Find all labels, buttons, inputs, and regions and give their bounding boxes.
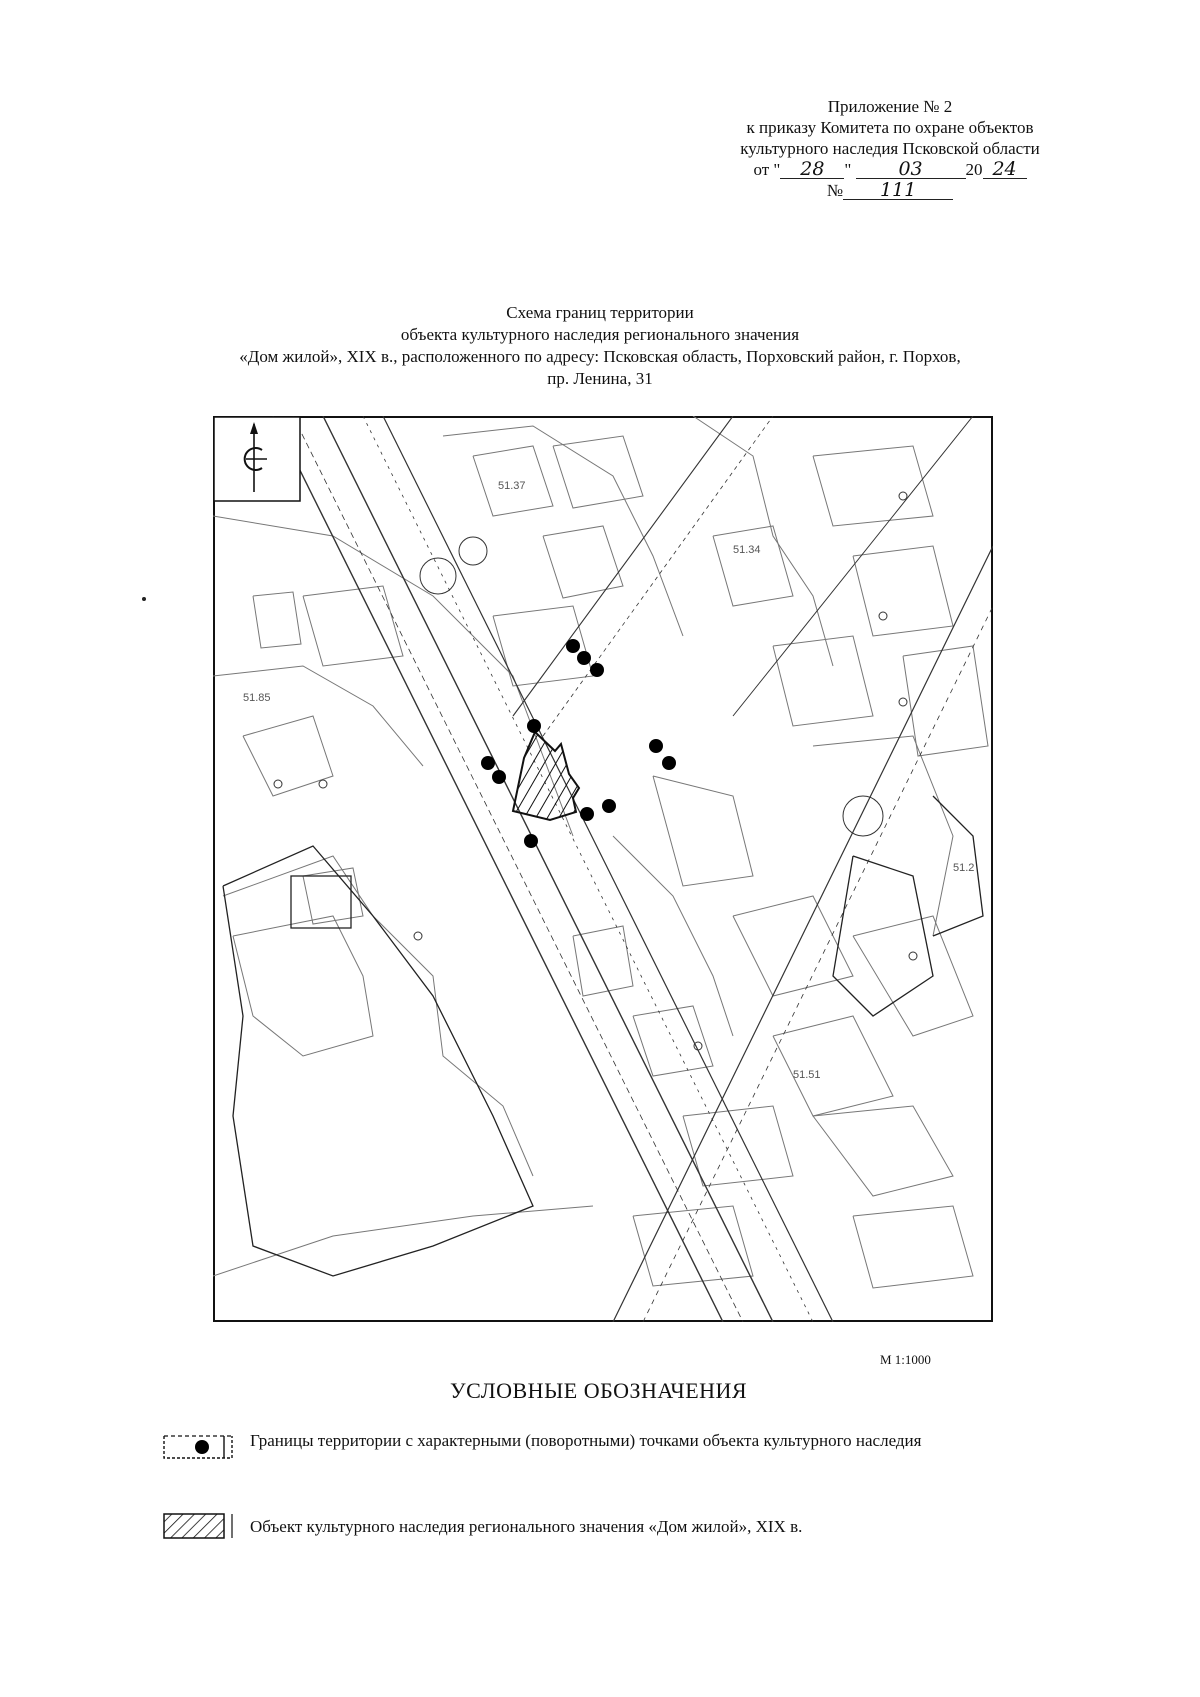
stray-dot bbox=[142, 597, 146, 601]
document-title bbox=[130, 302, 1070, 390]
date-year: 24 bbox=[983, 160, 1027, 179]
appendix-order-number bbox=[680, 180, 1100, 201]
boundary-point-icon bbox=[162, 1432, 234, 1460]
legend-title: УСЛОВНЫЕ ОБОЗНАЧЕНИЯ bbox=[450, 1378, 748, 1403]
map-label-5: 51.2 bbox=[953, 862, 975, 874]
map-scale: М 1:1000 bbox=[880, 1352, 931, 1367]
number-prefix: № bbox=[826, 181, 844, 200]
legend-item-boundary bbox=[162, 1432, 1010, 1460]
date-prefix: от " bbox=[753, 160, 781, 179]
compass-icon bbox=[214, 417, 300, 501]
title-line-1: Схема границ территории bbox=[506, 303, 694, 322]
map-label-4: 51.51 bbox=[793, 1069, 821, 1081]
order-number: 111 bbox=[843, 181, 953, 200]
appendix-header bbox=[680, 96, 1100, 201]
map-label-3: 51.85 bbox=[243, 692, 271, 704]
appendix-number: Приложение № 2 bbox=[827, 97, 953, 116]
title-line-3: «Дом жилой», XIX в., расположенного по адресу: Псковская область, Порховский район, г. Порхов, bbox=[239, 347, 961, 366]
date-year-prefix: 20 bbox=[965, 160, 983, 179]
map-label-1: 51.37 bbox=[498, 480, 526, 492]
date-quote: " bbox=[844, 160, 852, 179]
appendix-order-ref: к приказу Комитета по охране объектов bbox=[746, 118, 1034, 137]
appendix-date bbox=[680, 159, 1100, 180]
legend-boundary-text: Границы территории с характерными (поворотными) точками объекта культурного наследия bbox=[250, 1431, 922, 1450]
title-line-4: пр. Ленина, 31 bbox=[547, 369, 653, 388]
appendix-committee: культурного наследия Псковской области bbox=[740, 139, 1040, 158]
date-day: 28 bbox=[780, 160, 844, 179]
date-month: 03 bbox=[856, 160, 966, 179]
map-label-2: 51.34 bbox=[733, 544, 761, 556]
title-line-2: объекта культурного наследия регионального значения bbox=[400, 325, 800, 344]
cadastral-map bbox=[213, 416, 993, 1322]
hatched-area-icon bbox=[162, 1512, 234, 1540]
legend-item-object bbox=[162, 1512, 1010, 1540]
legend-object-text: Объект культурного наследия регионального значения «Дом жилой», XIX в. bbox=[250, 1517, 803, 1536]
